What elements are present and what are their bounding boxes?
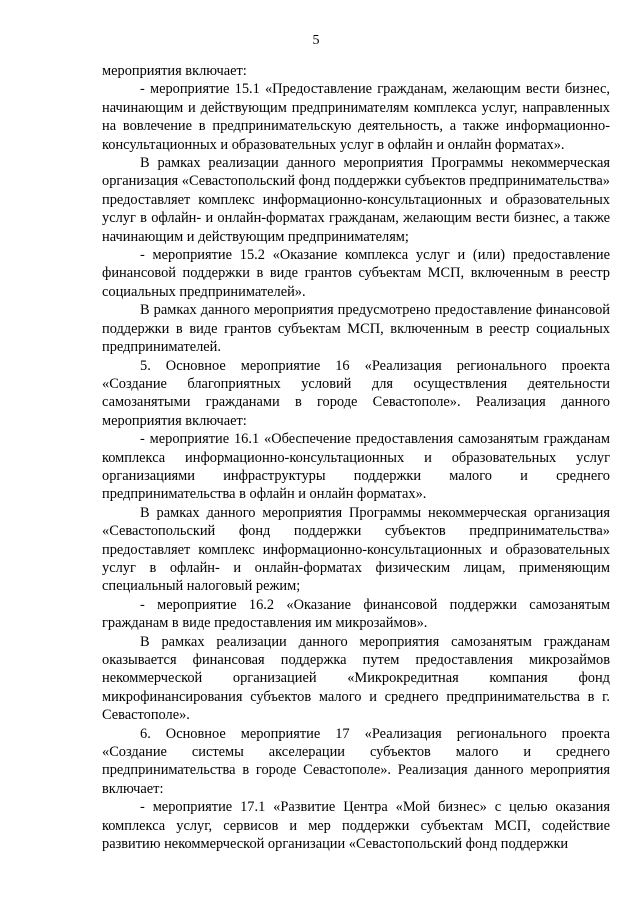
- paragraph-measure-16-2-description: В рамках реализации данного мероприятия самозанятым гражданам оказывается финансовая поддержка путем предоставления микрозаймов некоммерческой организацией «Микрокредитная компания фонд микрофинансирования субъектов малого и среднего предпринимательства в г. Севастополе».: [102, 633, 610, 724]
- paragraph-measure-15-2: - мероприятие 15.2 «Оказание комплекса услуг и (или) предоставление финансовой поддержки в виде грантов субъектам МСП, включенным в реестр социальных предпринимателей».: [102, 247, 610, 300]
- document-body: [102, 62, 610, 853]
- paragraph-measure-16-2: - мероприятие 16.2 «Оказание финансовой поддержки самозанятым гражданам в виде предоставления им микрозаймов».: [102, 596, 610, 632]
- page-number: 5: [312, 33, 320, 48]
- paragraph-continuation: мероприятия включает:: [102, 63, 247, 79]
- paragraph-measure-16-1: - мероприятие 16.1 «Обеспечение предоставления самозанятым гражданам комплекса информационно-консультационных и образовательных услуг организациями инфраструктуры поддержки малого и среднего предпринимательства в офлайн и онлайн форматах».: [102, 431, 610, 503]
- paragraph-main-measure-17: 6. Основное мероприятие 17 «Реализация регионального проекта «Создание системы акселерации субъектов малого и среднего предпринимательства в городе Севастополе». Реализация данного мероприятия включает:: [102, 725, 610, 797]
- paragraph-main-measure-16: 5. Основное мероприятие 16 «Реализация регионального проекта «Создание благоприятных условий для осуществления деятельности самозанятыми гражданами в городе Севастополе». Реализация данного мероприятия включает:: [102, 357, 610, 429]
- paragraph-measure-15-1-description: В рамках реализации данного мероприятия Программы некоммерческая организация «Севастопольский фонд поддержки субъектов предпринимательства» предоставляет комплекс информационно-консультационных и образовательных услуг в офлайн- и онлайн-форматах гражданам, желающим вести бизнес, а также начинающим и действующим предпринимателям;: [102, 155, 610, 245]
- paragraph-measure-15-1: - мероприятие 15.1 «Предоставление гражданам, желающим вести бизнес, начинающим и действующим предпринимателям комплекса услуг, направленных на вовлечение в предпринимательскую деятельность, а также информационно-консультационных и образовательных услуг в офлайн и онлайн форматах».: [102, 81, 610, 153]
- paragraph-measure-16-1-description: В рамках данного мероприятия Программы некоммерческая организация «Севастопольский фонд поддержки субъектов предпринимательства» предоставляет комплекс информационно-консультационных и образовательных услуг в офлайн- и онлайн-форматах физическим лицам, применяющим специальный налоговый режим;: [102, 504, 610, 595]
- paragraph-measure-17-1: - мероприятие 17.1 «Развитие Центра «Мой бизнес» с целью оказания комплекса услуг, сервисов и мер поддержки субъектам МСП, содействие развитию некоммерческой организации «Севастопольский фонд поддержки: [102, 799, 610, 853]
- paragraph-measure-15-2-description: В рамках данного мероприятия предусмотрено предоставление финансовой поддержки в виде грантов субъектам МСП, включенным в реестр социальных предпринимателей.: [102, 302, 610, 356]
